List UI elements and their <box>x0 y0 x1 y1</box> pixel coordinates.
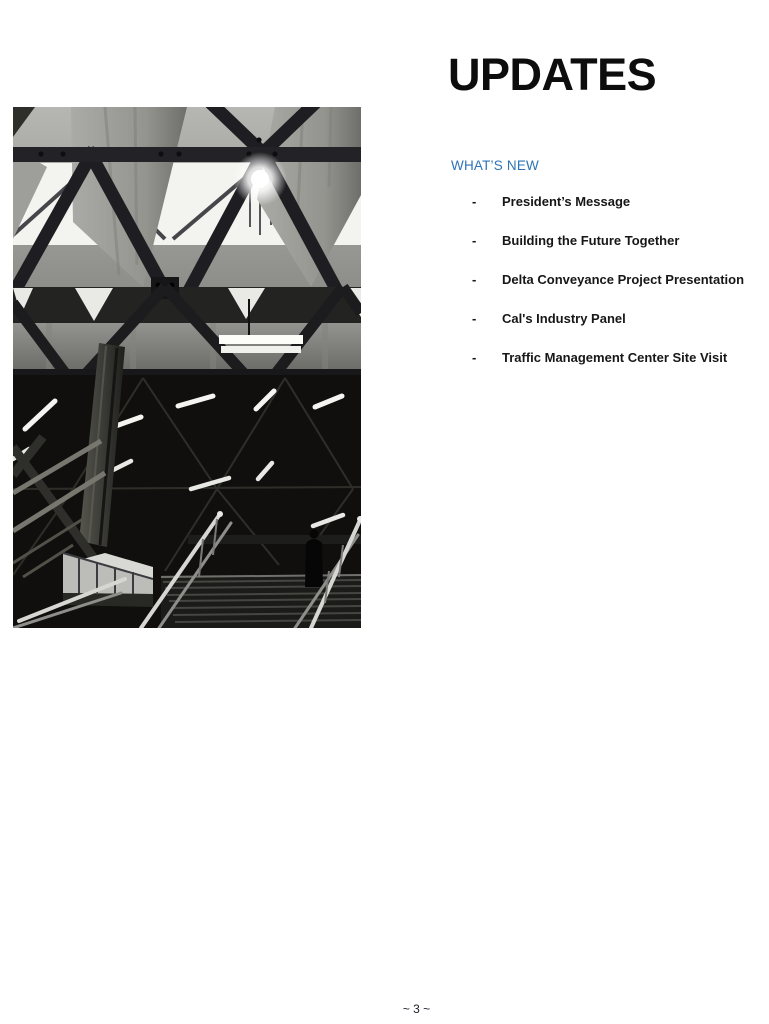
bullet-dash: - <box>472 311 477 326</box>
page-number: ~ 3 ~ <box>402 1002 431 1016</box>
bullet-dash: - <box>472 233 477 248</box>
list-item-label: Cal's Industry Panel <box>502 311 626 326</box>
list-item <box>472 273 744 286</box>
list-item <box>472 234 744 247</box>
list-item-label: Building the Future Together <box>502 233 680 248</box>
list-item <box>472 351 744 364</box>
list-item-label: Delta Conveyance Project Presentation <box>502 272 745 287</box>
bullet-dash: - <box>472 350 477 365</box>
ceiling-photo-graphic <box>13 107 361 628</box>
list-item-label: President’s Message <box>502 194 631 209</box>
list-item-label: Traffic Management Center Site Visit <box>502 350 728 365</box>
list-item <box>472 312 744 325</box>
page-title: UPDATES <box>448 49 657 100</box>
bullet-dash: - <box>472 272 477 287</box>
list-item <box>472 195 744 208</box>
whats-new-heading: WHAT’S NEW <box>451 158 539 173</box>
whats-new-list <box>472 195 744 390</box>
ceiling-photo <box>13 107 361 628</box>
bullet-dash: - <box>472 194 477 209</box>
